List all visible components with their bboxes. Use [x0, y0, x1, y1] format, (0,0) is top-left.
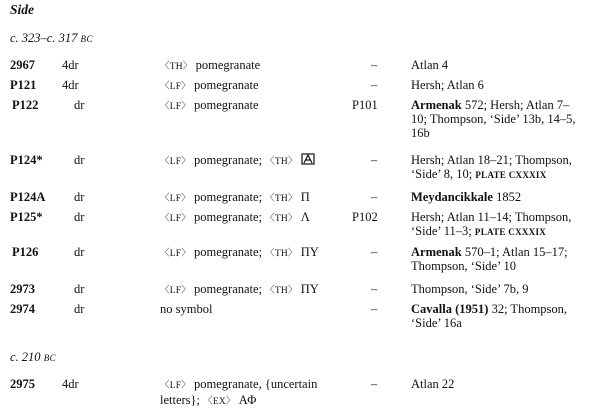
denomination: dr	[74, 210, 85, 224]
description: 〈LF〉 pomegranate; 〈TH〉 ΠΥ	[160, 245, 319, 259]
description: 〈TH〉 pomegranate	[160, 58, 261, 72]
coin-id: P124*	[10, 153, 43, 167]
cross-reference: P102	[352, 210, 378, 224]
denomination: dr	[74, 98, 85, 112]
bibliography: Atlan 4	[411, 58, 449, 72]
cross-reference: P101	[352, 98, 378, 112]
coin-id: P122	[12, 98, 39, 112]
coin-id: P126	[12, 245, 39, 259]
coin-id: P124A	[10, 190, 46, 204]
bibliography: Hersh; Atlan 6	[411, 78, 484, 92]
bibliography: Armenak 572; Hersh; Atlan 7– 10; Thompson, ‘Side’ 13b, 14–5, 16b	[411, 98, 576, 140]
description: no symbol	[160, 302, 213, 316]
bibliography: Cavalla (1951) 32; Thompson, ‘Side’ 16a	[411, 302, 568, 330]
bibliography: Thompson, ‘Side’ 7b, 9	[411, 282, 529, 296]
denomination: dr	[74, 302, 85, 316]
dash: –	[371, 58, 378, 72]
description: 〈LF〉 pomegranate	[160, 98, 259, 112]
period-heading-2: c. 210 BC	[10, 350, 57, 364]
denomination: 4dr	[62, 377, 79, 391]
monogram-icon	[301, 153, 315, 165]
coin-id: 2974	[10, 302, 35, 316]
dash: –	[371, 78, 378, 92]
coin-id: P121	[10, 78, 37, 92]
description: 〈LF〉 pomegranate; 〈TH〉 Λ	[160, 210, 310, 224]
denomination: dr	[74, 245, 85, 259]
dash: –	[371, 377, 378, 391]
dash: –	[371, 282, 378, 296]
bibliography: Hersh; Atlan 11–14; Thompson, ‘Side’ 11–3; PLATE CXXXIX	[411, 210, 572, 238]
denomination: dr	[74, 282, 85, 296]
description: 〈LF〉 pomegranate; 〈TH〉 Π	[160, 190, 310, 204]
description: 〈LF〉 pomegranate, {uncertain letters}; 〈EX〉 ΑΦ	[160, 377, 318, 407]
coin-id: 2973	[10, 282, 35, 296]
coin-id: P125*	[10, 210, 43, 224]
dash: –	[371, 190, 378, 204]
dash: –	[371, 153, 378, 167]
description: 〈LF〉 pomegranate; 〈TH〉 ΠΥ	[160, 282, 319, 296]
bibliography: Meydancikkale 1852	[411, 190, 522, 204]
description: 〈LF〉 pomegranate	[160, 78, 259, 92]
denomination: 4dr	[62, 58, 79, 72]
coin-id: 2975	[10, 377, 35, 391]
bibliography: Atlan 22	[411, 377, 455, 391]
section-title: Side	[10, 2, 35, 17]
period-heading-1: c. 323–c. 317 BC	[10, 31, 93, 45]
dash: –	[371, 302, 378, 316]
bibliography: Armenak 570–1; Atlan 15–17; Thompson, ‘Side’ 10	[411, 245, 568, 273]
dash: –	[371, 245, 378, 259]
denomination: 4dr	[62, 78, 79, 92]
denomination: dr	[74, 153, 85, 167]
denomination: dr	[74, 190, 85, 204]
bibliography: Hersh; Atlan 18–21; Thompson, ‘Side’ 8, 10; PLATE CXXXIX	[411, 153, 572, 181]
description: 〈LF〉 pomegranate; 〈TH〉	[160, 153, 350, 169]
coin-id: 2967	[10, 58, 35, 72]
